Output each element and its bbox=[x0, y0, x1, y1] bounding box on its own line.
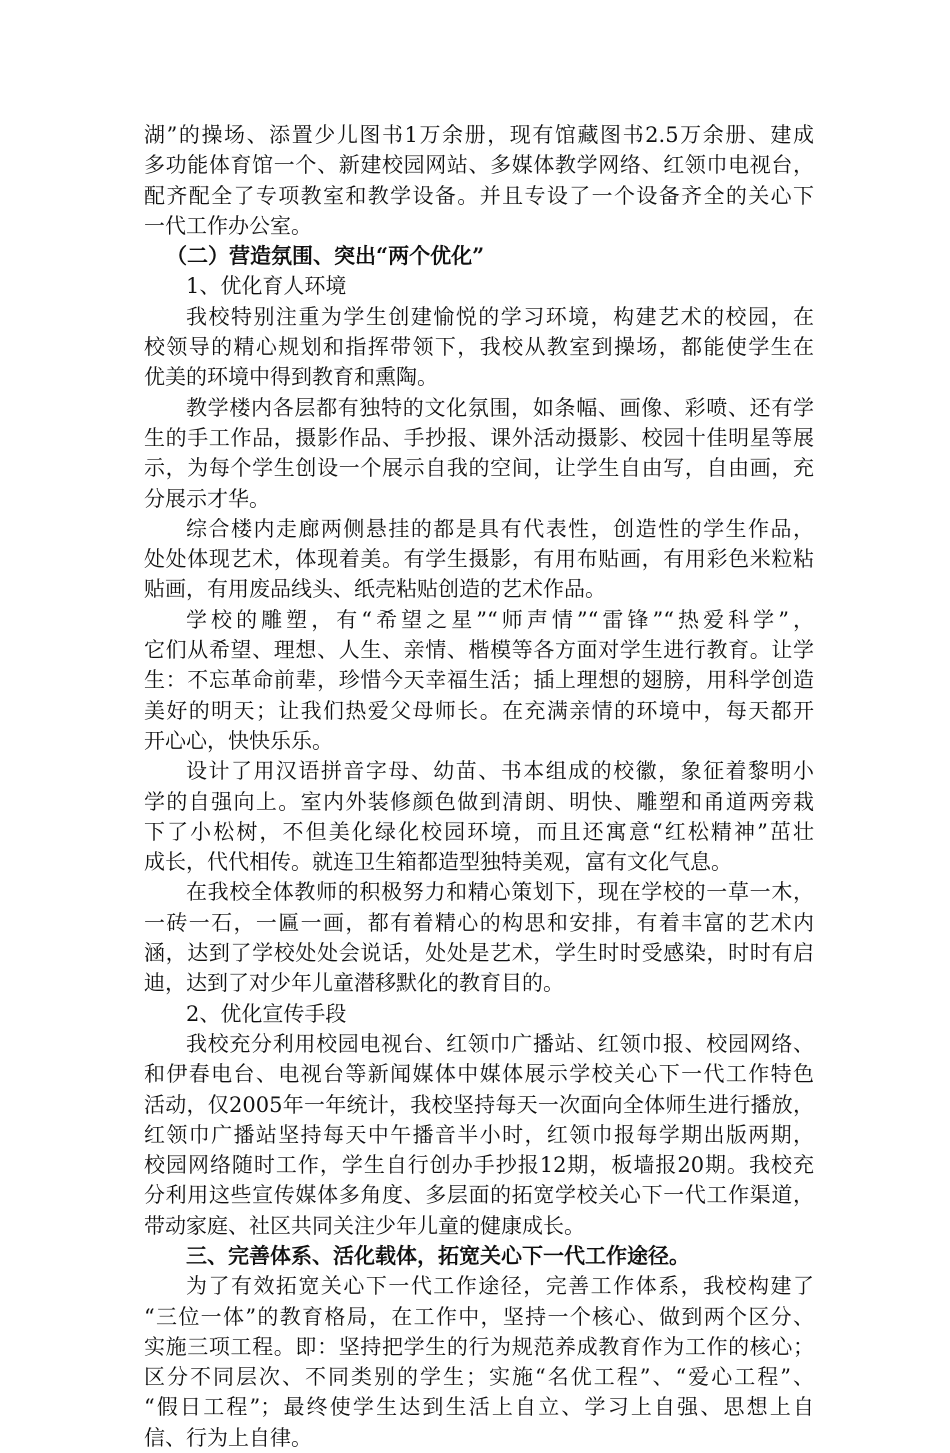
paragraph-line: 迪，达到了对少年儿童潜移默化的教育目的。 bbox=[144, 971, 564, 996]
paragraph-line: 区分不同层次、不同类别的学生；实施“名优工程”、“爱心工程”、 bbox=[144, 1365, 814, 1390]
paragraph-line: 实施三项工程。即：坚持把学生的行为规范养成教育作为工作的核心； bbox=[144, 1334, 814, 1359]
paragraph-line: “假日工程”；最终使学生达到生活上自立、学习上自强、思想上自 bbox=[144, 1395, 814, 1420]
subsection-heading: 2、优化宣传手段 bbox=[186, 1001, 347, 1026]
paragraph-line: 一砖一石，一匾一画，都有着精心的构思和安排，有着丰富的艺术内 bbox=[144, 910, 814, 935]
paragraph-line: 在我校全体教师的积极努力和精心策划下，现在学校的一草一木， bbox=[186, 880, 814, 905]
paragraph-line: 我校充分利用校园电视台、红领巾广播站、红领巾报、校园网络、 bbox=[186, 1031, 814, 1056]
subsection-heading: 1、优化育人环境 bbox=[186, 274, 347, 299]
paragraph-line: 分利用这些宣传媒体多角度、多层面的拓宽学校关心下一代工作渠道， bbox=[144, 1183, 814, 1208]
document-page bbox=[144, 120, 814, 1453]
paragraph-line: 设计了用汉语拼音字母、幼苗、书本组成的校徽，象征着黎明小 bbox=[186, 759, 814, 784]
paragraph-line: 校领导的精心规划和指挥带领下，我校从教室到操场，都能使学生在 bbox=[144, 335, 814, 360]
paragraph-line: 活动，仅2005年一年统计，我校坚持每天一次面向全体师生进行播放， bbox=[144, 1092, 814, 1117]
paragraph-line: 红领巾广播站坚持每天中午播音半小时，红领巾报每学期出版两期， bbox=[144, 1122, 814, 1147]
paragraph-line: 它们从希望、理想、人生、亲情、楷模等各方面对学生进行教育。让学 bbox=[144, 638, 814, 663]
paragraph-line: 湖”的操场、添置少儿图书1万余册，现有馆藏图书2.5万余册、建成 bbox=[144, 123, 814, 147]
paragraph-line: 示，为每个学生创设一个展示自我的空间，让学生自由写，自由画，充 bbox=[144, 456, 814, 481]
section-heading: （二）营造氛围、突出“两个优化” bbox=[166, 243, 485, 269]
paragraph-line: 校园网络随时工作，学生自行创办手抄报12期，板墙报20期。我校充 bbox=[144, 1153, 814, 1178]
paragraph-line: 贴画，有用废品线头、纸壳粘贴创造的艺术作品。 bbox=[144, 577, 606, 602]
paragraph-line: 一代工作办公室。 bbox=[144, 213, 312, 238]
paragraph-line: 多功能体育馆一个、新建校园网站、多媒体教学网络、红领巾电视台， bbox=[144, 153, 814, 178]
paragraph-line: 生的手工作品，摄影作品、手抄报、课外活动摄影、校园十佳明星等展 bbox=[144, 425, 814, 450]
paragraph-line: 涵，达到了学校处处会说话，处处是艺术，学生时时受感染，时时有启 bbox=[144, 941, 814, 966]
paragraph-line: 处处体现艺术，体现着美。有学生摄影，有用布贴画，有用彩色米粒粘 bbox=[144, 547, 814, 572]
paragraph-line: 带动家庭、社区共同关注少年儿童的健康成长。 bbox=[144, 1213, 585, 1238]
paragraph-line: 开心心，快快乐乐。 bbox=[144, 728, 333, 753]
paragraph-line: 信、行为上自律。 bbox=[144, 1425, 312, 1450]
paragraph-line: 生：不忘革命前辈，珍惜今天幸福生活；插上理想的翅膀，用科学创造 bbox=[144, 668, 814, 693]
paragraph-line: “三位一体”的教育格局，在工作中，坚持一个核心、做到两个区分、 bbox=[144, 1304, 814, 1329]
paragraph-line: 分展示才华。 bbox=[144, 486, 270, 511]
paragraph-line: 教学楼内各层都有独特的文化氛围，如条幅、画像、彩喷、还有学 bbox=[186, 395, 814, 420]
paragraph-line: 成长，代代相传。就连卫生箱都造型独特美观，富有文化气息。 bbox=[144, 850, 732, 875]
paragraph-line: 配齐配全了专项教室和教学设备。并且专设了一个设备齐全的关心下 bbox=[144, 183, 814, 208]
paragraph-line: 学的自强向上。室内外装修颜色做到清朗、明快、雕塑和甬道两旁栽 bbox=[144, 789, 814, 814]
paragraph-line: 学校的雕塑，有“希望之星”“师声情”“雷锋”“热爱科学”， bbox=[186, 607, 814, 632]
section-heading: 三、完善体系、活化载体，拓宽关心下一代工作途径。 bbox=[186, 1242, 690, 1268]
paragraph-line: 为了有效拓宽关心下一代工作途径，完善工作体系，我校构建了 bbox=[186, 1274, 814, 1299]
paragraph-line: 和伊春电台、电视台等新闻媒体中媒体展示学校关心下一代工作特色 bbox=[144, 1062, 814, 1087]
paragraph-line: 我校特别注重为学生创建愉悦的学习环境，构建艺术的校园，在 bbox=[186, 304, 814, 329]
paragraph-line: 美好的明天；让我们热爱父母师长。在充满亲情的环境中，每天都开 bbox=[144, 698, 814, 723]
paragraph-line: 综合楼内走廊两侧悬挂的都是具有代表性，创造性的学生作品， bbox=[186, 516, 814, 541]
paragraph-line: 优美的环境中得到教育和熏陶。 bbox=[144, 365, 438, 390]
paragraph-line: 下了小松树，不但美化绿化校园环境，而且还寓意“红松精神”茁壮 bbox=[144, 819, 814, 844]
